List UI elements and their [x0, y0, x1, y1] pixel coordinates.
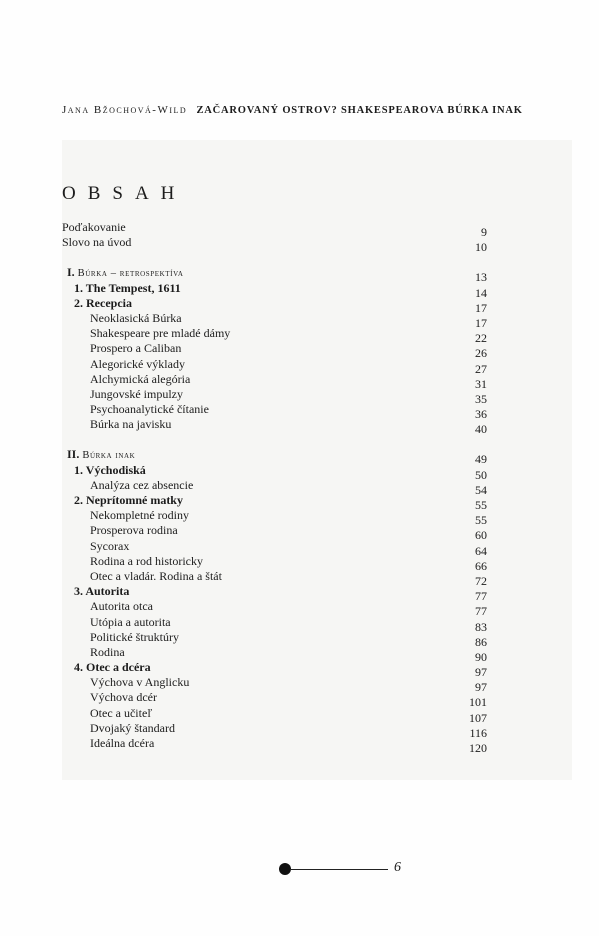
toc-entry — [62, 584, 487, 604]
toc-entry-label: Slovo na úvod — [62, 235, 132, 250]
toc-entry — [62, 386, 487, 406]
toc-front-matter — [62, 220, 487, 255]
toc-entry — [62, 660, 487, 680]
page-number: 26 — [475, 346, 487, 361]
toc-entry-label: Psychoanalytické čítanie — [90, 402, 209, 417]
table-of-contents — [62, 220, 487, 755]
page-number: 27 — [475, 361, 487, 376]
page-number: 64 — [475, 543, 487, 558]
page-number: 17 — [475, 300, 487, 315]
toc-entry-label: Utópia a autorita — [90, 614, 171, 629]
page-number: 77 — [475, 604, 487, 619]
toc-entry-label: Sycorax — [90, 538, 130, 553]
toc-entry — [62, 568, 487, 588]
toc-part-1 — [62, 265, 487, 437]
page-number: 13 — [475, 270, 487, 285]
toc-entry-label: Shakespeare pre mladé dámy — [90, 326, 231, 341]
toc-entry-label: Politické štruktúry — [90, 629, 179, 644]
page-number: 50 — [475, 467, 487, 482]
toc-entry — [62, 493, 487, 512]
toc-entry — [62, 280, 487, 300]
toc-entry — [62, 371, 487, 391]
toc-entry-label: Dvojaký štandard — [90, 720, 175, 735]
toc-entry — [62, 599, 487, 619]
toc-entry-label: Analýza cez absencie — [90, 477, 194, 492]
toc-entry-label: Výchova dcér — [90, 690, 157, 705]
page-number: 54 — [475, 482, 487, 497]
page-number: 120 — [469, 741, 487, 755]
toc-entry — [62, 477, 487, 497]
page-number: 97 — [475, 665, 487, 680]
header-book-title: ZAČAROVANÝ OSTROV? SHAKESPEAROVA BÚRKA INAK — [196, 105, 523, 116]
toc-entry — [62, 736, 487, 755]
page-number: 97 — [475, 680, 487, 695]
toc-entry — [62, 295, 487, 315]
toc-entry-label: Alegorické výklady — [90, 356, 185, 371]
page-number: 14 — [475, 285, 487, 300]
toc-entry-label: Výchova v Anglicku — [90, 675, 190, 690]
page-number: 66 — [475, 558, 487, 573]
toc-entry — [62, 356, 487, 376]
part-title: Búrka – retrospektíva — [77, 268, 184, 280]
toc-entry-label: 3. Autorita — [74, 584, 130, 599]
toc-entry-label: Rodina a rod historicky — [90, 553, 203, 568]
page-number: 9 — [481, 225, 487, 239]
toc-entry-label: Alchymická alegória — [90, 371, 191, 386]
toc-entry — [62, 417, 487, 437]
toc-part-heading — [62, 447, 487, 467]
toc-entry-label: Ideálna dcéra — [90, 736, 155, 750]
page-number: 90 — [475, 649, 487, 664]
page-number: 107 — [469, 710, 487, 725]
page-number: 31 — [475, 376, 487, 391]
toc-entry — [62, 614, 487, 634]
page-number: 86 — [475, 634, 487, 649]
page-number: 101 — [469, 695, 487, 710]
page-number: 60 — [475, 528, 487, 543]
toc-part-2 — [62, 447, 487, 755]
running-header — [62, 104, 522, 116]
page-number: 17 — [475, 315, 487, 330]
page-title: OBSAH — [62, 183, 187, 204]
toc-entry-label: Poďakovanie — [62, 220, 126, 234]
toc-entry — [62, 402, 487, 422]
toc-entry — [62, 235, 487, 255]
footer-page-number: 6 — [394, 860, 401, 875]
toc-entry — [62, 644, 487, 664]
page-number: 72 — [475, 573, 487, 588]
page-number: 77 — [475, 589, 487, 604]
toc-entry — [62, 220, 487, 239]
toc-entry-label: 4. Otec a dcéra — [74, 660, 151, 675]
toc-entry-label: Nekompletné rodiny — [90, 508, 189, 523]
toc-entry — [62, 538, 487, 558]
page-number: 116 — [469, 725, 487, 740]
toc-entry — [62, 508, 487, 528]
toc-entry — [62, 705, 487, 725]
toc-entry-label: Neoklasická Búrka — [90, 310, 182, 325]
page-number: 49 — [475, 452, 487, 467]
page-number: 36 — [475, 407, 487, 422]
toc-entry — [62, 326, 487, 346]
page-number: 35 — [475, 391, 487, 406]
toc-entry-label: Otec a učiteľ — [90, 705, 153, 720]
toc-entry — [62, 690, 487, 710]
toc-entry-label: Prosperova rodina — [90, 523, 178, 538]
toc-entry — [62, 341, 487, 361]
toc-entry-label: Autorita otca — [90, 599, 153, 614]
toc-entry — [62, 523, 487, 543]
toc-entry-label: Jungovské impulzy — [90, 386, 183, 401]
page-number: 22 — [475, 331, 487, 346]
toc-entry — [62, 720, 487, 740]
part-number: II. — [67, 447, 80, 462]
page-number: 55 — [475, 513, 487, 528]
toc-part-heading — [62, 265, 487, 285]
header-author: Jana Bžochová-Wild — [62, 104, 188, 116]
toc-entry-label: 2. Neprítomné matky — [74, 493, 183, 507]
toc-entry-label: 1. The Tempest, 1611 — [74, 280, 181, 295]
page-number: 55 — [475, 498, 487, 512]
toc-entry — [62, 675, 487, 695]
part-title: Búrka inak — [82, 450, 136, 462]
toc-entry — [62, 553, 487, 573]
toc-entry-label: Otec a vladár. Rodina a štát — [90, 568, 222, 583]
page-number: 10 — [475, 240, 487, 255]
toc-entry — [62, 629, 487, 649]
toc-entry-label: Búrka na javisku — [90, 417, 172, 432]
footer-rule — [290, 869, 388, 870]
page-number: 83 — [475, 619, 487, 634]
page-number: 40 — [475, 422, 487, 437]
toc-entry-label: 1. Východiská — [74, 462, 146, 477]
toc-entry — [62, 462, 487, 482]
toc-entry-label: 2. Recepcia — [74, 295, 132, 310]
toc-entry-label: Prospero a Caliban — [90, 341, 182, 356]
toc-entry-label: Rodina — [90, 644, 125, 659]
toc-entry — [62, 310, 487, 330]
part-number: I. — [67, 265, 75, 280]
